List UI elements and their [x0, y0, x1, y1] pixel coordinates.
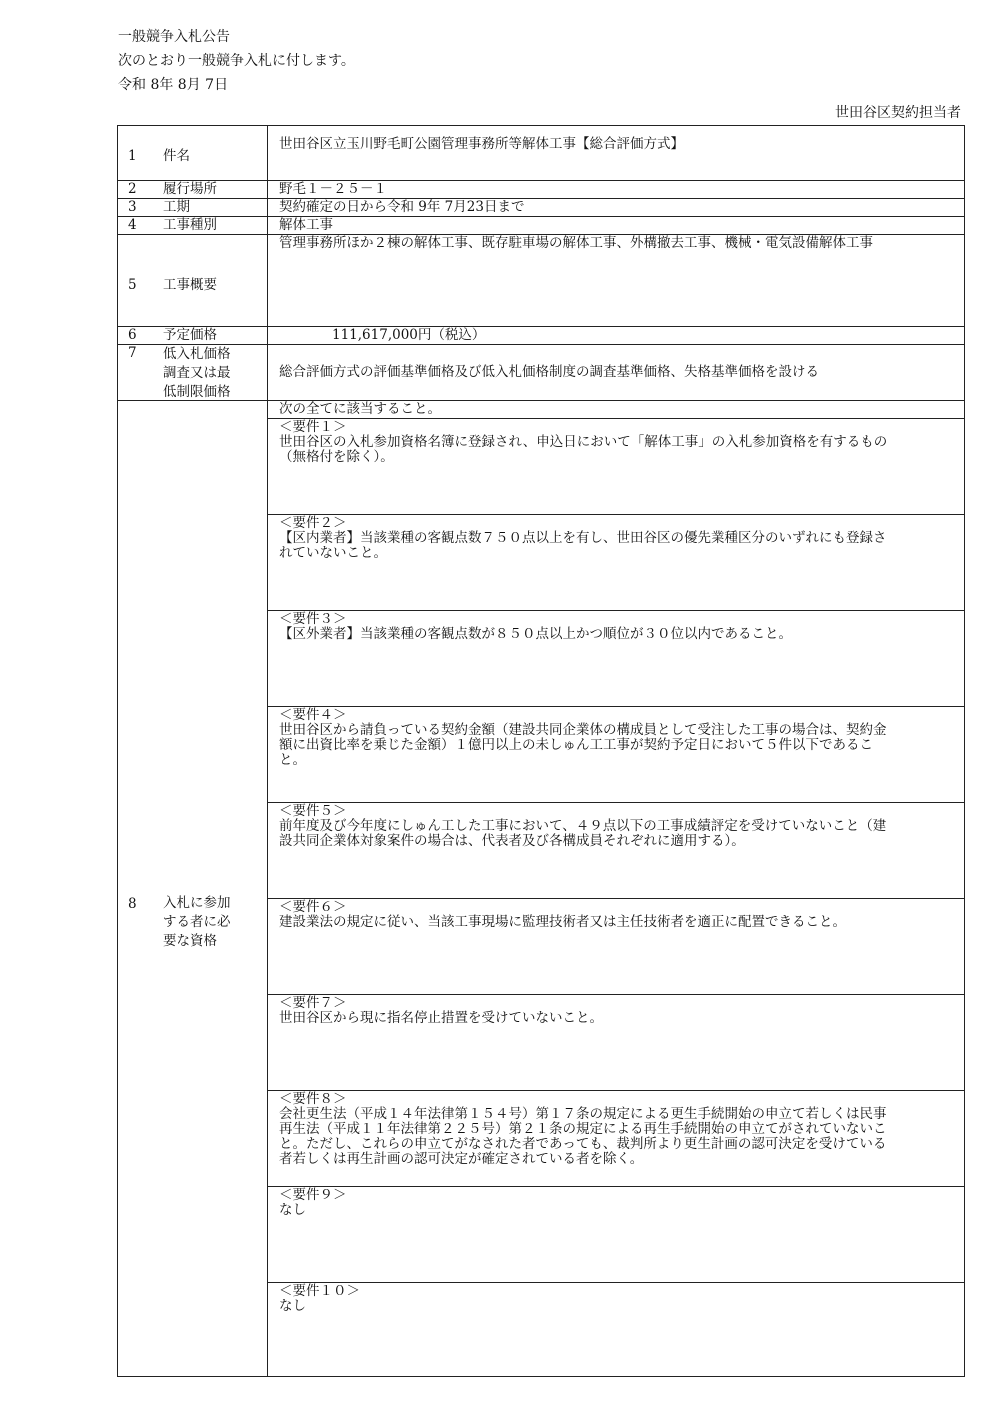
row-estimated-price: [118, 326, 964, 345]
requirement-5: [268, 802, 964, 898]
row-number: 5: [128, 277, 137, 293]
row-qualifications: [118, 400, 964, 1376]
requirement-text: 会社更生法（平成１４年法律第１５４号）第１７条の規定による更生手続開始の申立て若しくは民事再生法（平成１１年法律第２２５号）第２１条の規定による再生手続開始の申立てがされていないこと。ただし、これらの申立てがなされた者であっても、裁判所より更生計画の認可決定を受けている者若しくは再生計画の認可決定が確定されている者を除く。: [279, 1106, 887, 1167]
requirement-title: ＜要件８＞: [279, 1091, 347, 1107]
requirement-title: ＜要件４＞: [279, 707, 347, 723]
notice-title: 一般競争入札公告: [118, 29, 230, 45]
row-number: 2: [128, 181, 137, 197]
row-value: 世田谷区立玉川野毛町公園管理事務所等解体工事【総合評価方式】: [279, 136, 684, 152]
notice-table: [117, 125, 965, 1377]
requirement-title: ＜要件２＞: [279, 515, 347, 531]
requirement-text: 【区内業者】当該業種の客観点数７５０点以上を有し、世田谷区の優先業種区分のいずれにも登録されていないこと。: [279, 530, 887, 561]
requirement-9: [268, 1186, 964, 1282]
row-label: 件名: [163, 148, 190, 164]
requirement-4: [268, 706, 964, 802]
row-work-summary: [118, 234, 964, 327]
row-label: 低入札価格 調査又は最 低制限価格: [163, 346, 231, 400]
notice-date: 令和 8年 8月 7日: [118, 77, 229, 93]
requirement-text: なし: [279, 1298, 306, 1314]
row-label: 工事概要: [163, 277, 217, 293]
requirement-text: なし: [279, 1202, 306, 1218]
requirement-title: ＜要件１＞: [279, 419, 347, 435]
requirement-text: 【区外業者】当該業種の客観点数が８５０点以上かつ順位が３０位以内であること。: [279, 626, 792, 642]
requirement-title: ＜要件７＞: [279, 995, 347, 1011]
requirement-2: [268, 514, 964, 610]
requirement-text: 世田谷区の入札参加資格名簿に登録され、申込日において「解体工事」の入札参加資格を有するもの（無格付を除く）。: [279, 434, 888, 465]
requirement-title: ＜要件９＞: [279, 1187, 347, 1203]
row-value: 管理事務所ほか２棟の解体工事、既存駐車場の解体工事、外構撤去工事、機械・電気設備解体工事: [279, 235, 873, 251]
row-value: 111,617,000円（税込）: [332, 327, 486, 343]
contract-officer: 世田谷区契約担当者: [835, 105, 961, 121]
requirement-3: [268, 610, 964, 706]
requirement-text: 前年度及び今年度にしゅん工した工事において、４９点以下の工事成績評定を受けていないこと（建設共同企業体対象案件の場合は、代表者及び各構成員それぞれに適用する）。: [279, 818, 887, 849]
row-label: 入札に参加 する者に必 要な資格: [163, 895, 231, 949]
row-work-type: [118, 216, 964, 235]
requirement-8: [268, 1090, 964, 1186]
row-value: 契約確定の日から令和 9年 7月23日まで: [279, 199, 525, 215]
requirement-title: ＜要件５＞: [279, 803, 347, 819]
row-value: 野毛１－２５－１: [279, 181, 387, 197]
requirement-title: ＜要件６＞: [279, 899, 347, 915]
requirement-text: 世田谷区から請負っている契約金額（建設共同企業体の構成員として受注した工事の場合は、契約金額に出資比率を乗じた金額）１億円以上の未しゅん工工事が契約予定日において５件以下であること。: [279, 722, 887, 768]
requirement-text: 建設業法の規定に従い、当該工事現場に監理技術者又は主任技術者を適正に配置できること。: [279, 914, 846, 930]
row-number: 7: [128, 345, 137, 361]
row-value: 総合評価方式の評価基準価格及び低入札価格制度の調査基準価格、失格基準価格を設ける: [279, 364, 819, 380]
row-label: 予定価格: [163, 327, 217, 343]
row-number: 3: [128, 199, 137, 215]
row-number: 6: [128, 327, 137, 343]
requirement-7: [268, 994, 964, 1090]
row-number: 1: [128, 148, 137, 164]
notice-intro: 次のとおり一般競争入札に付します。: [118, 53, 355, 69]
row-low-bid: [118, 344, 964, 401]
row-label: 工事種別: [163, 217, 217, 233]
row-label: 履行場所: [163, 181, 217, 197]
requirement-title: ＜要件３＞: [279, 611, 347, 627]
row-period: [118, 198, 964, 217]
requirement-1: [268, 418, 964, 514]
row-label: 工期: [163, 199, 190, 215]
requirement-text: 世田谷区から現に指名停止措置を受けていないこと。: [279, 1010, 603, 1026]
requirement-title: ＜要件１０＞: [279, 1283, 360, 1299]
row-number: 4: [128, 217, 137, 233]
row-item-name: [118, 126, 964, 180]
requirement-10: [268, 1282, 964, 1376]
requirement-6: [268, 898, 964, 994]
row-location: [118, 180, 964, 199]
row-number: 8: [128, 896, 137, 912]
row-value: 解体工事: [279, 217, 333, 233]
qualifications-intro: 次の全てに該当すること。: [279, 401, 441, 417]
